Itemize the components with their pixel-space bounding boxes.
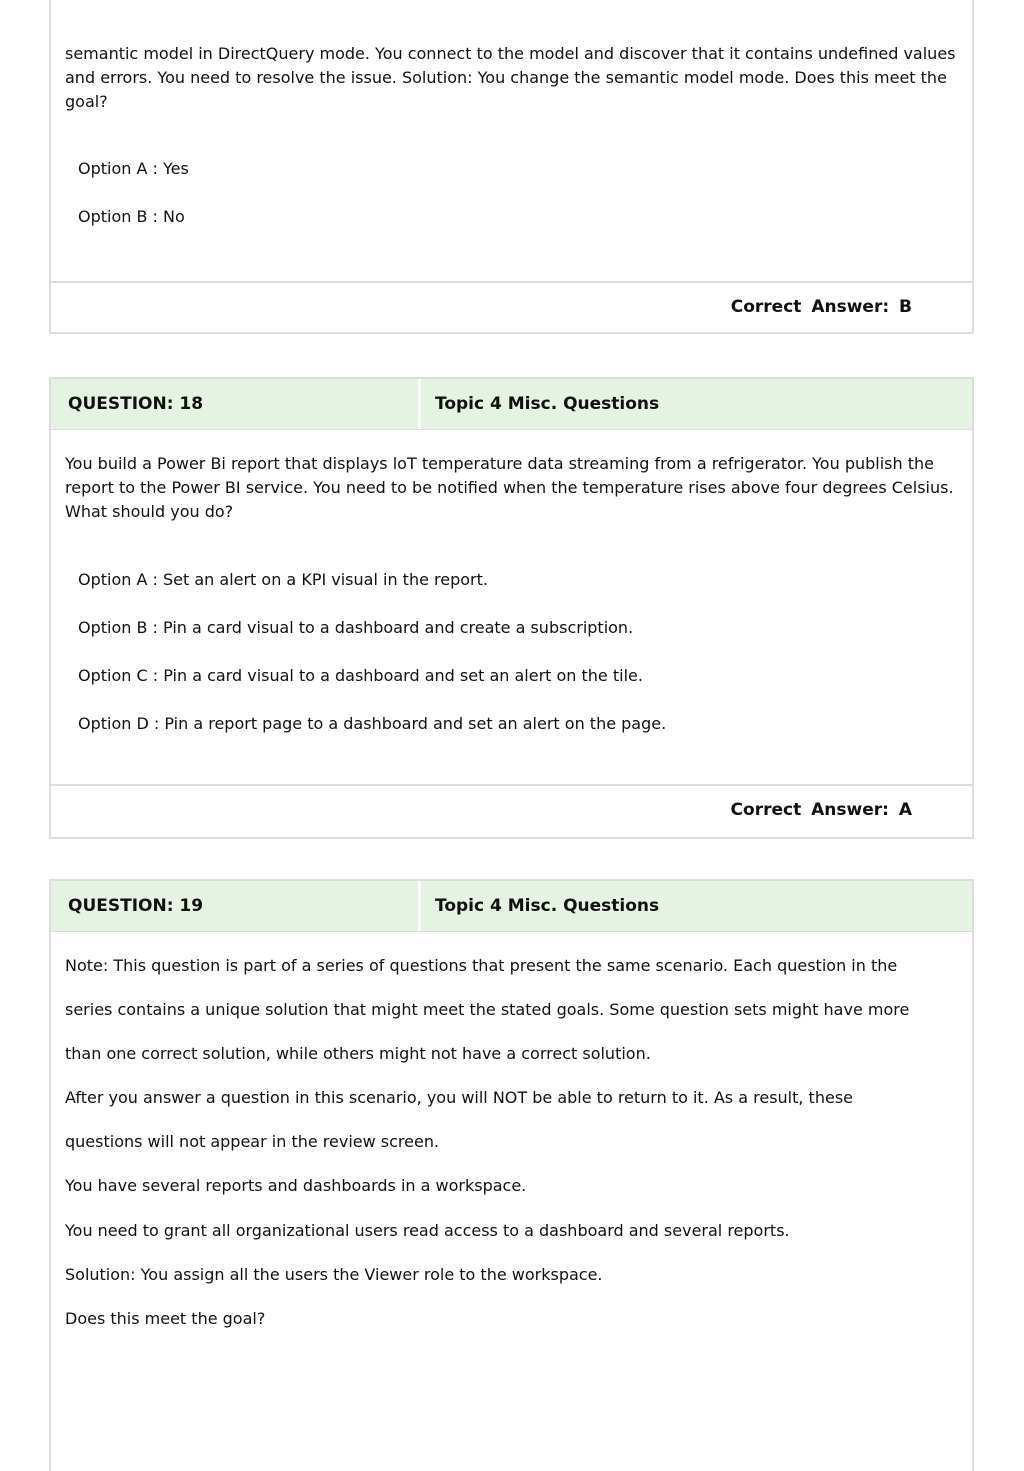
answer-row: [51, 281, 972, 334]
header-divider: [418, 379, 421, 429]
question-text-line: Does this meet the goal?: [65, 1309, 266, 1328]
correct-answer: Correct Answer: B: [730, 297, 912, 317]
question-number: QUESTION: 19: [68, 896, 204, 916]
question-card-17: [49, 0, 974, 334]
question-text-line: Solution: You assign all the users the Viewer role to the workspace.: [65, 1265, 603, 1284]
option-c: Option C : Pin a card visual to a dashboard and set an alert on the tile.: [78, 666, 643, 685]
question-card-19: [49, 879, 974, 1471]
question-text-line: You have several reports and dashboards in a workspace.: [65, 1176, 527, 1195]
question-text-line: series contains a unique solution that might meet the stated goals. Some question sets might have more: [65, 1000, 910, 1019]
option-a: Option A : Set an alert on a KPI visual in the report.: [78, 570, 488, 589]
question-text: semantic model in DirectQuery mode. You connect to the model and discover that it contains undefined values and errors. You need to resolve the issue. Solution: You change the semantic model mode. Does this meet the goal?: [65, 44, 956, 111]
question-topic: Topic 4 Misc. Questions: [435, 896, 660, 916]
question-card-18: [49, 377, 974, 839]
correct-answer: Correct Answer: A: [730, 800, 912, 820]
question-text-line: After you answer a question in this scenario, you will NOT be able to return to it. As a result, these: [65, 1088, 853, 1107]
question-number: QUESTION: 18: [68, 394, 204, 414]
question-text-line: questions will not appear in the review screen.: [65, 1132, 440, 1151]
option-b: Option B : No: [78, 207, 185, 226]
option-d: Option D : Pin a report page to a dashboard and set an alert on the page.: [78, 714, 667, 733]
question-text-line: You need to grant all organizational users read access to a dashboard and several reports.: [65, 1221, 790, 1240]
option-a: Option A : Yes: [78, 159, 189, 178]
question-text-line: than one correct solution, while others might not have a correct solution.: [65, 1044, 651, 1063]
question-topic: Topic 4 Misc. Questions: [435, 394, 660, 414]
header-divider: [418, 881, 421, 931]
question-header: [51, 379, 972, 430]
question-header: [51, 881, 972, 932]
answer-row: [51, 784, 972, 837]
question-text-line: Note: This question is part of a series of questions that present the same scenario. Each question in the: [65, 956, 898, 975]
option-b: Option B : Pin a card visual to a dashboard and create a subscription.: [78, 618, 634, 637]
question-text: You build a Power Bi report that displays loT temperature data streaming from a refrigerator. You publish the report to the Power BI service. You need to be notified when the temperature rises above four degrees Celsius. What should you do?: [65, 454, 954, 521]
